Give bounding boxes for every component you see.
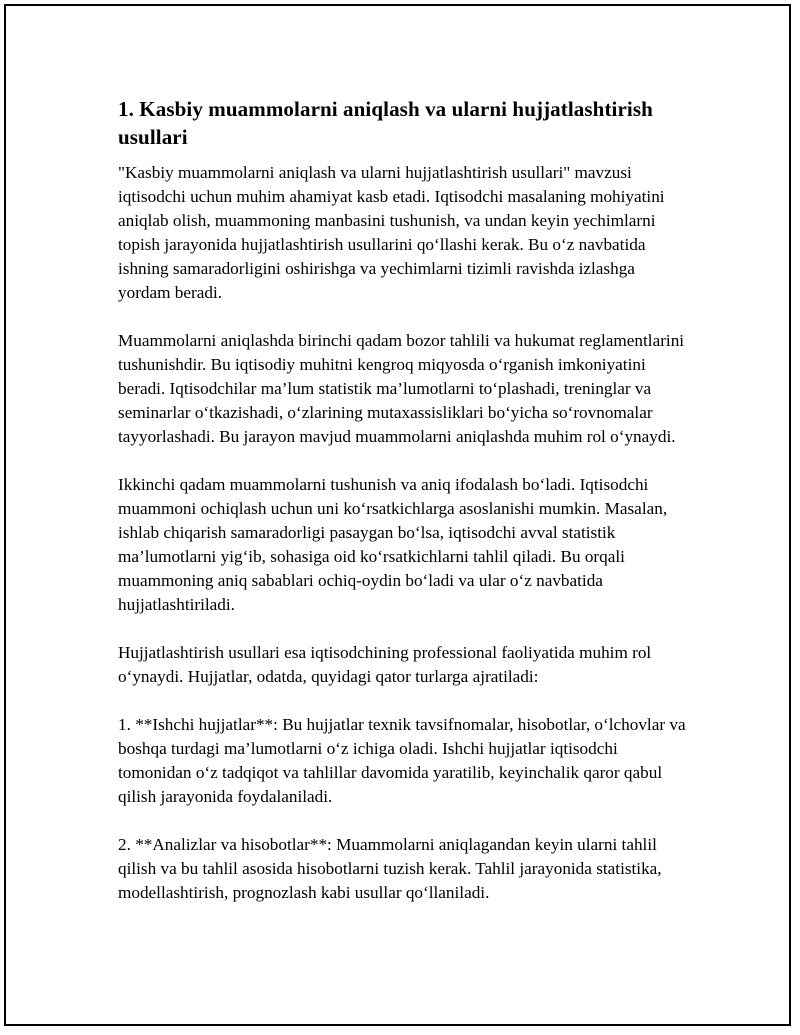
paragraph-intro: "Kasbiy muammolarni aniqlash va ularni hujjatlashtirish usullari" mavzusi iqtisodchi uchun muhim ahamiyat kasb etadi. Iqtisodchi masalaning mohiyatini aniqlab olish, muammoning manbasini tushunish, va undan keyin yechimlarni topish jarayonida hujjatlashtirish usullarini qo‘llashi kerak. Bu o‘z navbatida ishning samaradorligini oshirishga va yechimlarni tizimli ravishda izlashga yordam beradi.	[118, 163, 665, 302]
paragraph-first-step: Muammolarni aniqlashda birinchi qadam bozor tahlili va hukumat reglamentlarini tushunishdir. Bu iqtisodiy muhitni kengroq miqyosda o‘rganish imkoniyatini beradi. Iqtisodchilar ma’lum statistik ma’lumotlarni to‘plashadi, treninglar va seminarlar o‘tkazishadi, o‘zlarining mutaxassisliklari bo‘yicha so‘rovnomalar tayyorlashadi. Bu jarayon mavjud muammolarni aniqlashda muhim rol o‘ynaydi.	[118, 331, 685, 446]
paragraph-documentation-methods: Hujjatlashtirish usullari esa iqtisodchining professional faoliyatida muhim rol o‘ynaydi. Hujjatlar, odatda, quyidagi qator turlarga ajratiladi:	[118, 643, 652, 686]
paragraph-second-step: Ikkinchi qadam muammolarni tushunish va aniq ifodalash bo‘ladi. Iqtisodchi muammoni ochiqlash uchun uni ko‘rsatkichlarga asoslanishi mumkin. Masalan, ishlab chiqarish samaradorligi pasaygan bo‘lsa, iqtisodchi avval statistik ma’lumotlarni yig‘ib, sohasiga oid ko‘rsatkichlarni tahlil qiladi. Bu orqali muammoning aniq sabablari ochiq-oydin bo‘ladi va ular o‘z navbatida hujjatlashtiriladi.	[118, 475, 668, 614]
list-item-analyses-reports: 2. **Analizlar va hisobotlar**: Muammolarni aniqlagandan keyin ularni tahlil qilish va bu tahlil asosida hisobotlarni tuzish kerak. Tahlil jarayonida statistika, modellashtirish, prognozlash kabi usullar qo‘llaniladi.	[118, 835, 662, 902]
document-body	[118, 95, 688, 929]
document-title: 1. Kasbiy muammolarni aniqlash va ularni hujjatlashtirish usullari	[118, 97, 653, 149]
list-item-working-documents: 1. **Ishchi hujjatlar**: Bu hujjatlar texnik tavsifnomalar, hisobotlar, o‘lchovlar va boshqa turdagi ma’lumotlarni o‘z ichiga oladi. Ishchi hujjatlar iqtisodchi tomonidan o‘z tadqiqot va tahlillar davomida yaratilib, keyinchalik qaror qabul qilish jarayonida foydalaniladi.	[118, 715, 686, 806]
